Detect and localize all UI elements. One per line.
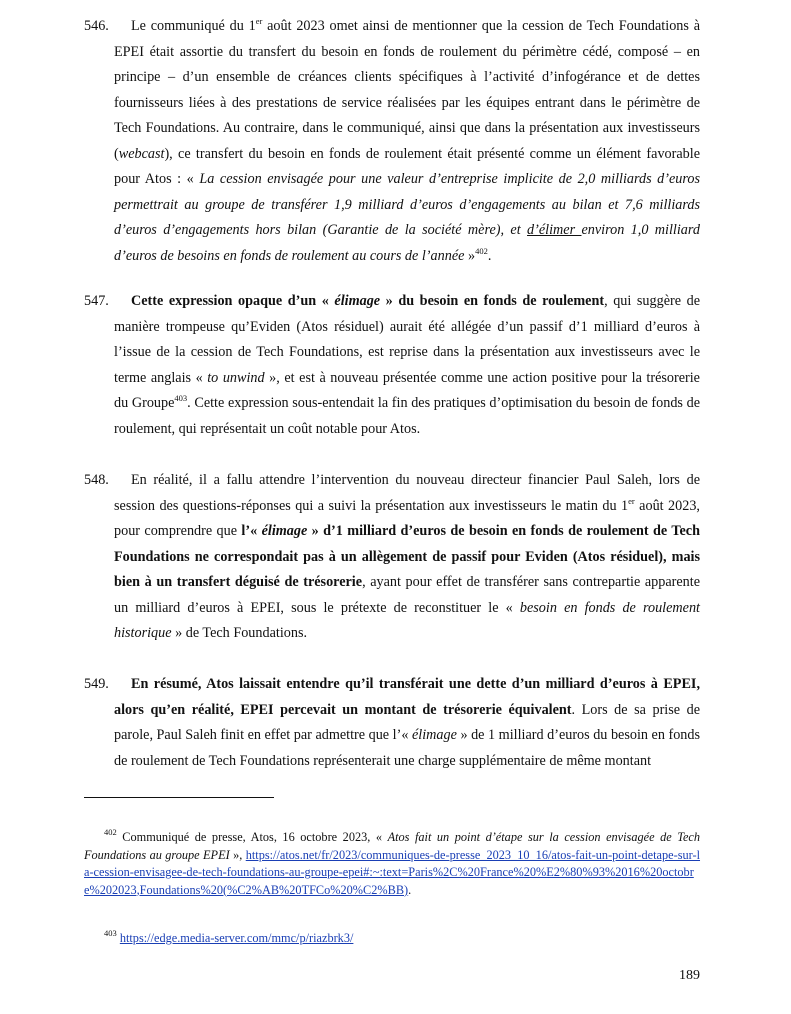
text-run: , ayant pour effet de transférer sans contrepartie apparente un milliard d’euros à EPEI, sous le prétexte de reconstituer le « (114, 574, 700, 616)
footnote-divider (84, 797, 274, 798)
footnote-ref: 402 (475, 245, 488, 256)
text-run: ), ce transfert du besoin en fonds de roulement était présenté comme un élément favorable pour Atos : « (114, 145, 700, 187)
text-run: d’élimer (527, 222, 582, 238)
text-run: » de 1 milliard d’euros du besoin en fonds de roulement de Tech Foundations représenterait une charge supplémentaire de même montant (114, 727, 701, 769)
text-run: août 2023, pour comprendre que (114, 497, 700, 539)
footnote-number: 403 (104, 928, 117, 938)
text-run: » du besoin en fonds de roulement (380, 293, 605, 309)
paragraph-546 (84, 14, 700, 269)
text-run: Atos fait un point d’étape sur la cession envisagée de Tech Foundations au groupe EPEI (84, 830, 701, 862)
text-run: . Cette expression sous-entendait la fin des pratiques d’optimisation du besoin de fonds de roulement, qui représentait un coût notable pour Atos. (114, 395, 700, 437)
paragraph-body (114, 672, 700, 774)
footnote-body (84, 930, 700, 948)
text-run: élimage (334, 293, 381, 309)
text-run: élimage (411, 727, 457, 743)
text-run: l’« (241, 523, 262, 539)
footnote-ref: er (255, 16, 263, 26)
text-run: » de Tech Foundations. (171, 625, 308, 641)
text-run: », (229, 847, 246, 862)
footnote-ref: er (628, 495, 635, 506)
text-run: besoin en fonds de roulement historique (114, 599, 700, 641)
text-run: environ 1,0 milliard d’euros de besoins en fonds de roulement au cours de l’année (114, 222, 700, 264)
paragraph-548 (84, 468, 700, 647)
paragraph-body (114, 468, 700, 647)
text-run: to unwind (207, 369, 265, 386)
page-number: 189 (679, 968, 700, 983)
text-run: Communiqué de presse, Atos, 16 octobre 2023, « (116, 830, 388, 844)
text-run: , qui suggère de manière trompeuse qu’Eviden (Atos résiduel) aurait été allégée d’un passif d’1 milliard d’euros à l’issue de la cession de Tech Foundations, est reprise dans la présentation aux investisseurs avec le terme anglais « (114, 293, 700, 386)
text-run: webcast (118, 145, 165, 162)
paragraph-547 (84, 289, 700, 442)
footnote-text (117, 931, 354, 945)
text-run: », et est à nouveau présentée comme une action positive pour la trésorerie du Groupe (114, 369, 700, 411)
text-run: . (408, 882, 412, 897)
reference-link[interactable]: https://edge.media-server.com/mmc/p/riazbrk3/ (119, 931, 354, 945)
text-run: élimage (261, 523, 308, 539)
text-run: . (487, 247, 492, 264)
footnote-number: 402 (104, 827, 117, 837)
text-run: La cession envisagée pour une valeur d’entreprise implicite de 2,0 milliards d’euros permettrait au groupe de transférer 1,9 milliard d’euros d’engagements au bilan et 7,6 milliards d’euros d’engagements hors bilan (Garantie de la société mère), et (114, 171, 700, 238)
text-run: août 2023 omet ainsi de mentionner que la cession de Tech Foundations à EPEI était assortie du transfert du besoin en fonds de roulement du périmètre cédé, composé – en principe – d’un ensemble de créances clients spécifiques à l’activité d’infogérance et de dettes fournisseurs liées à des prestations de service réalisées par les équipes entrant dans le périmètre de Tech Foundations. Au contraire, dans le communiqué, ainsi que dans la présentation aux investisseurs ( (114, 18, 700, 162)
text-run: . Lors de sa prise de parole, Paul Saleh finit en effet par admettre que l’« (114, 701, 700, 743)
paragraph-number: 548. (84, 472, 109, 488)
paragraph-body (114, 289, 700, 442)
footnote-403 (84, 930, 700, 948)
text-run: » (464, 247, 476, 264)
text-run: En réalité, il a fallu attendre l’intervention du nouveau directeur financier Paul Saleh, lors de session des questions-réponses qui a suivi la présentation aux investisseurs le matin du 1 (114, 472, 700, 514)
text-run: Le communiqué du 1 (131, 18, 256, 34)
paragraph-549 (84, 672, 700, 774)
footnote-text (84, 830, 700, 897)
footnote-402 (84, 829, 700, 899)
paragraph-number: 547. (84, 293, 109, 309)
paragraph-body (114, 14, 700, 269)
reference-link[interactable]: https://atos.net/fr/2023/communiques-de-presse_2023_10_16/atos-fait-un-point-detape-sur-la-cession-envisagee-de-tech-foundations-au-groupe-epei#:~:text=Paris%2C%20France%20%E2%80%93%2016%20octobre%202023,Foundations%20(%C2%AB%20TFCo%20%C2%BB) (84, 847, 701, 897)
text-run: En résumé, Atos laissait entendre qu’il transférait une dette d’un milliard d’euros à EPEI, alors qu’en réalité, EPEI percevait un montant de trésorerie équivalent (114, 676, 700, 718)
footnote-body (84, 829, 700, 899)
text-run: » d’1 milliard d’euros de besoin en fonds de roulement de Tech Foundations ne correspondait pas à un allègement de passif pour Eviden (Atos résiduel), mais bien à un transfert déguisé de trésorerie (114, 523, 700, 590)
footnote-ref: 403 (174, 393, 188, 403)
text-run: Cette expression opaque d’un « (131, 293, 335, 309)
paragraph-number: 549. (84, 676, 109, 692)
paragraph-number: 546. (84, 18, 109, 34)
